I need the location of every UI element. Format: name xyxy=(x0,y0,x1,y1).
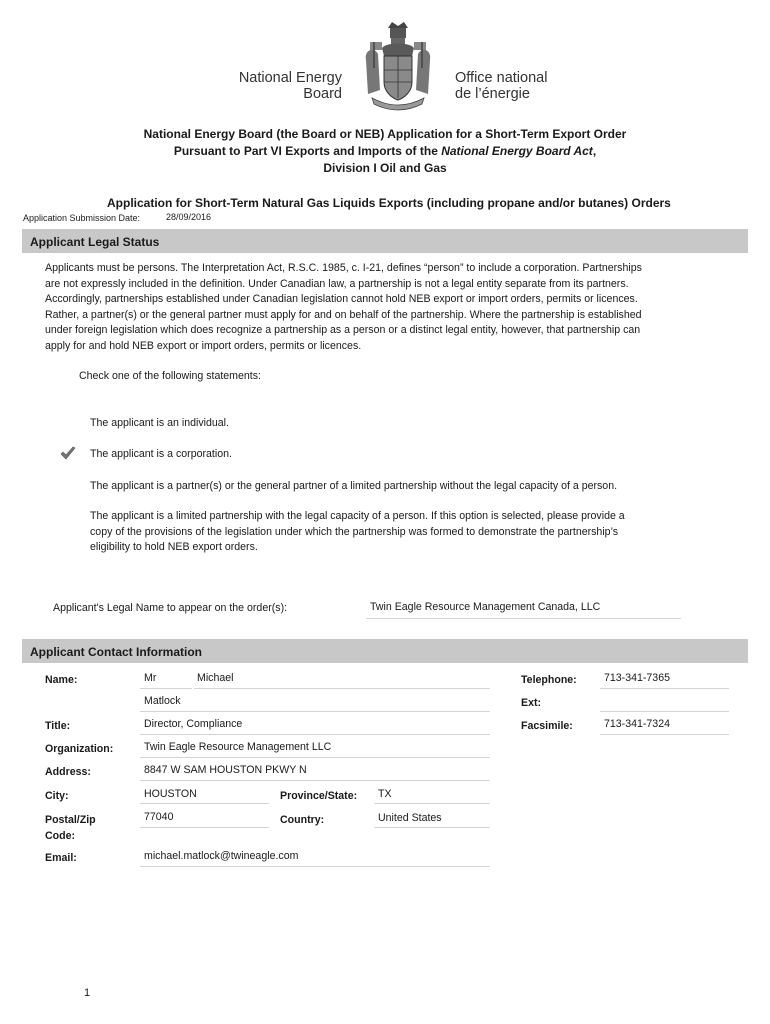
option-lp-line: copy of the provisions of the legislation under which the partnership was formed to demonstrate the partnership’s xyxy=(90,525,619,538)
legal-status-paragraph xyxy=(45,261,690,355)
checkmark-icon[interactable] xyxy=(60,446,76,460)
check-prompt: Check one of the following statements: xyxy=(79,370,261,382)
organization-value[interactable]: Twin Eagle Resource Management LLC xyxy=(144,741,332,753)
section-header-legal-status xyxy=(22,229,748,253)
section-title-legal-status: Applicant Legal Status xyxy=(30,235,160,249)
salutation-field-line xyxy=(140,688,192,689)
postal-label xyxy=(45,813,96,844)
title-label: Title: xyxy=(45,720,71,732)
org-name-english xyxy=(238,70,342,102)
telephone-field-line xyxy=(600,688,729,689)
province-value[interactable]: TX xyxy=(378,788,392,800)
option-lp-line: eligibility to hold NEB export orders. xyxy=(90,541,258,553)
province-label: Province/State: xyxy=(280,790,358,802)
address-label: Address: xyxy=(45,766,91,778)
title-line-1: National Energy Board (the Board or NEB) Application for a Short-Term Export Order xyxy=(143,127,627,141)
org-en-line1: National Energy xyxy=(238,70,342,86)
paragraph-line: Rather, a partner(s) or the general partner must apply for and on behalf of the partnership. Where the partnership is established xyxy=(45,308,642,321)
facsimile-value[interactable]: 713-341-7324 xyxy=(604,718,670,730)
legal-name-field-line xyxy=(366,618,681,619)
facsimile-label: Facsimile: xyxy=(521,720,573,732)
organization-label: Organization: xyxy=(45,743,114,755)
first-name-field-line xyxy=(194,688,490,689)
country-field-line xyxy=(374,827,490,828)
ext-label: Ext: xyxy=(521,697,542,709)
facsimile-field-line xyxy=(600,734,729,735)
telephone-label: Telephone: xyxy=(521,674,577,686)
title-field-line xyxy=(140,734,490,735)
option-individual[interactable]: The applicant is an individual. xyxy=(90,417,229,429)
paragraph-line: Applicants must be persons. The Interpretation Act, R.S.C. 1985, c. I-21, defines “person” to include a corporation. Partnerships xyxy=(45,262,642,274)
city-label: City: xyxy=(45,790,69,802)
submission-date-label: Application Submission Date: xyxy=(23,213,141,223)
name-label: Name: xyxy=(45,674,78,686)
title-line-2-prefix: Pursuant to Part VI Exports and Imports of the xyxy=(173,144,442,158)
paragraph-line: apply for and hold NEB export or import orders, permits or licences. xyxy=(45,339,362,352)
org-fr-line2: de l’énergie xyxy=(455,86,530,102)
postal-value[interactable]: 77040 xyxy=(144,811,174,823)
postal-label-line-1: Postal/Zip xyxy=(45,814,96,826)
city-value[interactable]: HOUSTON xyxy=(144,788,197,800)
paragraph-line: are not expressly included in the definition. Under Canadian law, a partnership is not a legal entity separate from its partners. xyxy=(45,277,629,290)
title-act-name: National Energy Board Act xyxy=(441,144,593,158)
last-name-value[interactable]: Matlock xyxy=(144,695,181,707)
legal-name-label: Applicant's Legal Name to appear on the order(s): xyxy=(53,602,288,614)
title-line-2-suffix: , xyxy=(592,144,597,158)
postal-label-line-2: Code: xyxy=(45,829,76,842)
email-label: Email: xyxy=(45,852,77,864)
title-value[interactable]: Director, Compliance xyxy=(144,718,243,730)
option-limited-partnership[interactable] xyxy=(90,509,680,556)
email-field-line xyxy=(140,866,490,867)
submission-date-value[interactable]: 28/09/2016 xyxy=(166,212,212,222)
org-en-line2: Board xyxy=(303,86,342,102)
org-name-french xyxy=(455,70,547,102)
salutation-value[interactable]: Mr xyxy=(144,672,157,684)
postal-field-line xyxy=(140,827,269,828)
province-field-line xyxy=(374,803,490,804)
paragraph-line: under foreign legislation which does recognize a partnership as a person or a distinct legal entity, however, that partnership can xyxy=(45,324,641,337)
address-field-line xyxy=(140,780,490,781)
last-name-field-line xyxy=(140,711,490,712)
first-name-value[interactable]: Michael xyxy=(197,672,234,684)
telephone-value[interactable]: 713-341-7365 xyxy=(604,672,670,684)
application-subtitle: Application for Short-Term Natural Gas Liquids Exports (including propane and/or butanes) Orders xyxy=(107,196,671,210)
organization-field-line xyxy=(140,757,490,758)
title-line-3: Division I Oil and Gas xyxy=(323,161,447,175)
section-header-contact xyxy=(22,639,748,663)
ext-field-line xyxy=(600,711,729,712)
city-field-line xyxy=(140,803,269,804)
country-value[interactable]: United States xyxy=(378,812,442,824)
section-title-contact: Applicant Contact Information xyxy=(30,645,202,659)
title-line-2 xyxy=(0,144,770,158)
page-number: 1 xyxy=(84,987,91,999)
paragraph-line: Accordingly, partnerships established under Canadian legislation cannot hold NEB export or import orders, permits or licences. xyxy=(45,293,638,306)
option-corporation[interactable]: The applicant is a corporation. xyxy=(90,448,232,460)
option-lp-line: The applicant is a limited partnership with the legal capacity of a person. If this option is selected, please provide a xyxy=(90,510,625,522)
coat-of-arms-icon xyxy=(360,20,436,116)
address-value[interactable]: 8847 W SAM HOUSTON PKWY N xyxy=(144,764,307,776)
option-partner[interactable]: The applicant is a partner(s) or the general partner of a limited partnership without the legal capacity of a person. xyxy=(90,480,618,492)
country-label: Country: xyxy=(280,814,325,826)
email-value[interactable]: michael.matlock@twineagle.com xyxy=(144,850,299,862)
org-fr-line1: Office national xyxy=(455,70,548,86)
legal-name-value[interactable]: Twin Eagle Resource Management Canada, LLC xyxy=(370,601,601,613)
